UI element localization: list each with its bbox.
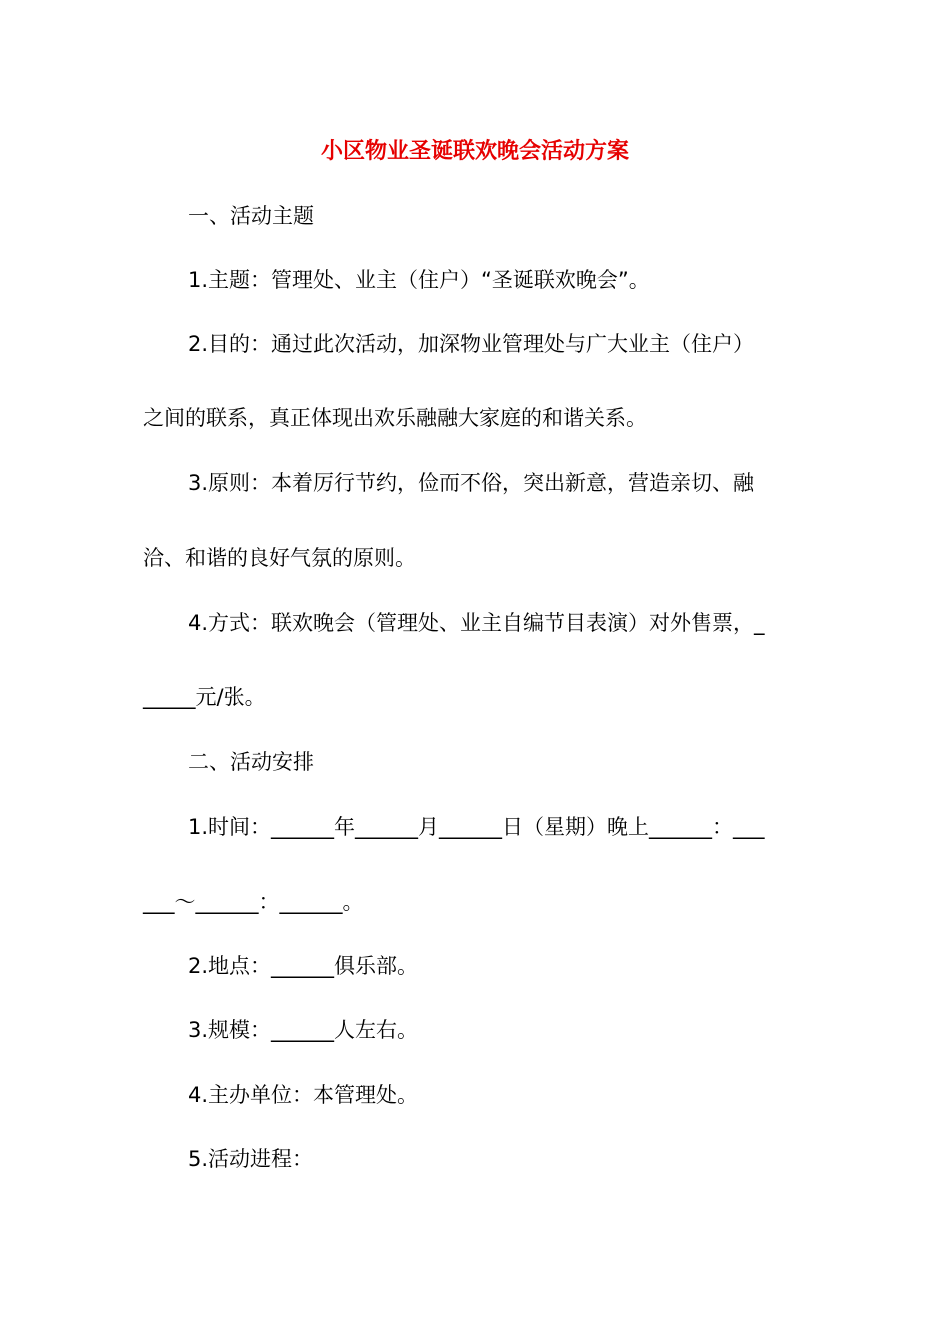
document-title: 小区物业圣诞联欢晚会活动方案	[320, 139, 629, 164]
paragraph-time: 1.时间：______年______月______日（星期）晚上______：___	[188, 815, 765, 839]
paragraph-organizer: 4.主办单位：本管理处。	[188, 1083, 419, 1107]
paragraph-schedule: 5.活动进程：	[188, 1147, 314, 1171]
paragraph-purpose: 2.目的：通过此次活动，加深物业管理处与广大业主（住户）	[188, 332, 755, 356]
paragraph-principle: 3.原则：本着厉行节约，俭而不俗，突出新意，营造亲切、融	[188, 471, 755, 495]
paragraph-method: 4.方式：联欢晚会（管理处、业主自编节目表演）对外售票，_	[188, 611, 765, 635]
paragraph-venue: 2.地点：______俱乐部。	[188, 954, 419, 978]
paragraph-time-continued: ___～______：______。	[143, 890, 364, 914]
section-heading-arrangement: 二、活动安排	[188, 750, 314, 774]
paragraph-method-continued: _____元/张。	[143, 685, 266, 709]
section-heading-theme: 一、活动主题	[188, 204, 314, 228]
paragraph-theme: 1.主题：管理处、业主（住户）“圣诞联欢晚会”。	[188, 268, 650, 292]
paragraph-principle-continued: 洽、和谐的良好气氛的原则。	[143, 546, 416, 570]
paragraph-purpose-continued: 之间的联系，真正体现出欢乐融融大家庭的和谐关系。	[143, 406, 647, 430]
paragraph-scale: 3.规模：______人左右。	[188, 1018, 419, 1042]
